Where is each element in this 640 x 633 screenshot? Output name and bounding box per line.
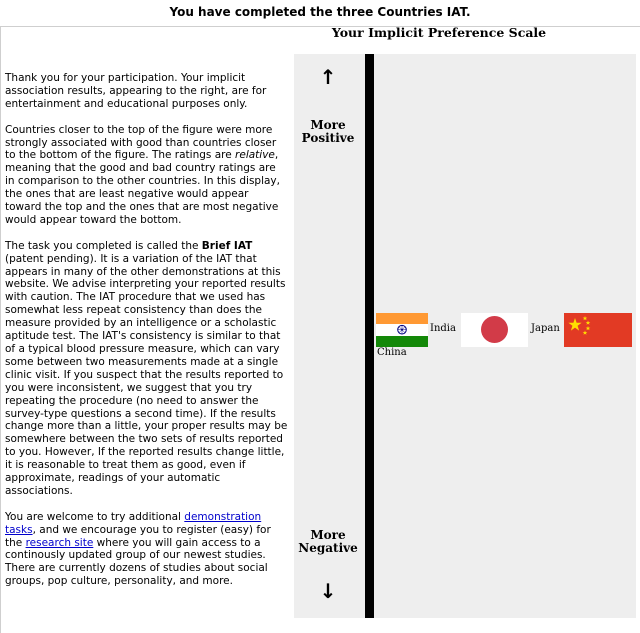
invite-paragraph <box>5 511 288 588</box>
task-text-b: (patent pending). It is a variation of the IAT that appears in many of the other demonstrations at this website. We advise interpreting your reported results with caution. The IAT procedure that we used has somewhat less repeat consistency than does the measure provided by an intelligence or a scholastic aptitude test. The IAT's consistency is similar to that of a typical blood pressure measure, which can vary some between two measurements made at a single clinic visit. If you suspect that the results reported to you were inconsistent, we suggest that you try repeating the procedure (no need to answer the survey-type questions a second time). If the results change more than a little, your proper results may be somewhere between the two sets of results reported to you. However, If the reported results change little, it is reasonable to treat them as good, even if approximate, readings of your automatic associations. <box>5 252 288 497</box>
scale-axis-bar <box>365 54 374 618</box>
down-arrow-icon: ↓ <box>319 579 337 603</box>
more-positive-line2: Positive <box>301 131 355 145</box>
research-site-link[interactable]: research site <box>25 536 94 549</box>
header-title: You have completed the three Countries IAT. <box>169 5 471 19</box>
india-white-band <box>376 324 428 335</box>
thanks-paragraph <box>5 72 288 111</box>
thanks-text: Thank you for your participation. Your implicit association results, appearing to the right, are for entertainment and educational purposes only. <box>5 72 267 110</box>
scale-title: Your Implicit Preference Scale <box>331 25 547 40</box>
demonstration-tasks-link[interactable]: demonstration tasks <box>5 510 262 536</box>
india-label: India <box>430 323 456 334</box>
up-arrow-icon: ↑ <box>319 65 337 89</box>
results-header <box>0 0 640 27</box>
invite-text-b: , and we encourage you to register (easy) for the <box>5 523 271 549</box>
more-positive-line1: More <box>310 118 346 132</box>
more-negative-line2: Negative <box>298 541 358 555</box>
invite-text-a: You are welcome to try additional <box>5 510 185 523</box>
india-saffron-band <box>376 313 428 324</box>
relative-emphasis: relative <box>235 149 275 162</box>
left-divider <box>0 26 1 633</box>
japan-sun-disc <box>481 316 508 343</box>
explanation-text <box>5 72 288 601</box>
ashoka-chakra-icon <box>376 324 428 336</box>
ratings-paragraph <box>5 124 288 227</box>
china-stars-icon <box>564 313 632 347</box>
japan-flag <box>461 313 528 347</box>
invite-text-c: where you will gain access to a continously updated group of our newest studies. There are currently dozens of studies about social groups, pop culture, personality, and more. <box>5 536 268 588</box>
task-text-a: The task you completed is called the <box>5 239 202 252</box>
brief-iat-strong: Brief IAT <box>201 239 253 252</box>
china-flag <box>564 313 632 347</box>
india-green-band <box>376 336 428 347</box>
china-label: China <box>377 347 407 358</box>
more-positive-label <box>296 119 360 145</box>
ratings-text-b: , meaning that the good and bad country ratings are in comparison to the other countries. In this display, the ones that are least negative would appear toward the top and the ones that are most negative would appear toward the bottom. <box>5 149 280 226</box>
task-paragraph <box>5 240 288 498</box>
more-negative-label <box>296 529 360 555</box>
japan-label: Japan <box>531 323 560 334</box>
ratings-text-a: Countries closer to the top of the figure were more strongly associated with good than countries closer to the bottom of the figure. The ratings are <box>5 123 277 162</box>
more-negative-line1: More <box>310 528 346 542</box>
india-flag <box>376 313 428 347</box>
